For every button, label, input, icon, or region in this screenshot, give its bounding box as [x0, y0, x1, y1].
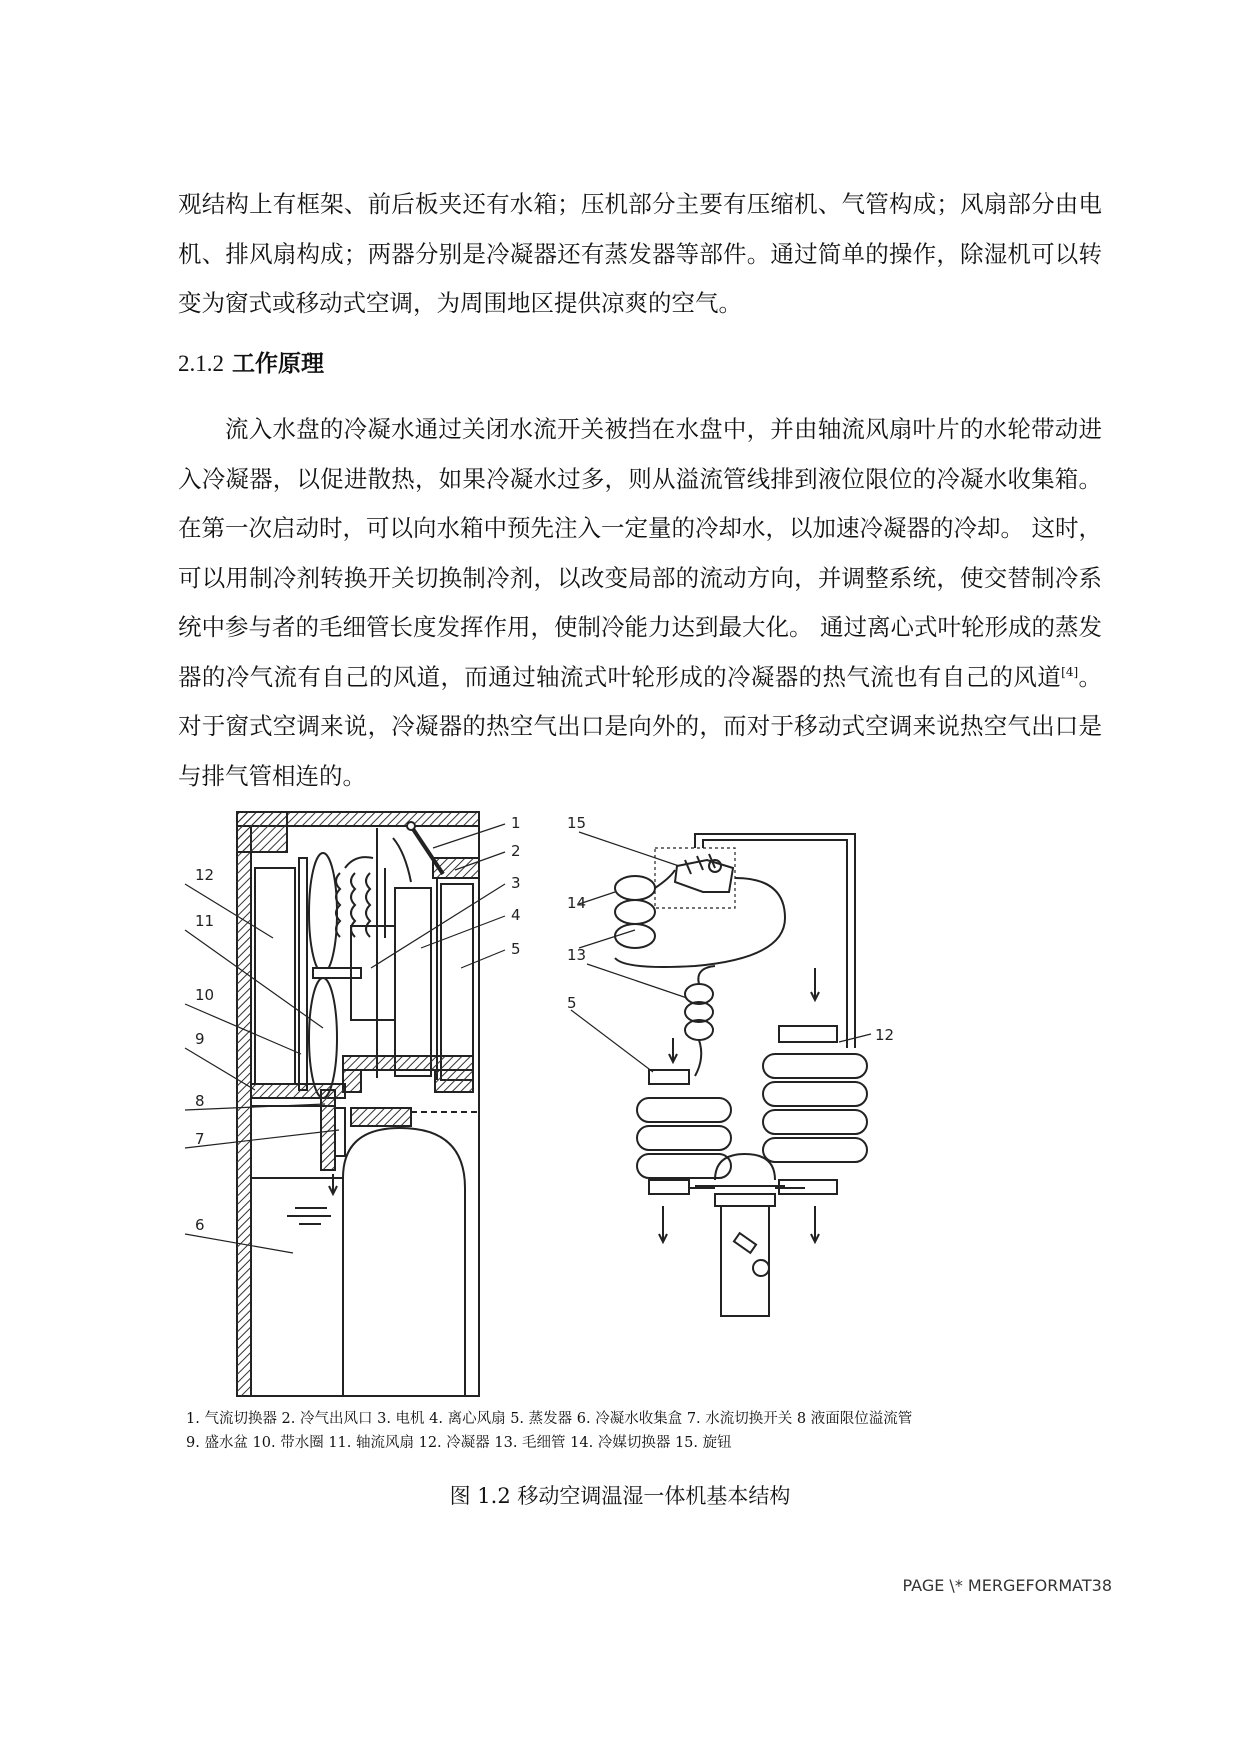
paragraph-2-text-a: 流入水盘的冷凝水通过关闭水流开关被挡在水盘中，并由轴流风扇叶片的水轮带动进入冷凝器，以促进散热，如果冷凝水过多，则从溢流管线排到液位限位的冷凝水收集箱。 在第一次启动时，可以向水箱中预先注入一定量的冷却水，以加速冷凝器的冷却。 这时，可以用制冷剂转换开关切换制冷剂，以改变局部的流动方向，并调整系统，使交替制冷系统中参与者的毛细管长度发挥作用，使制冷能力达到最大化。 通过离心式叶轮形成的蒸发器的冷气流有自己的风道，而通过轴流式叶轮形成的冷凝器的热气流也有自己的风道	[178, 415, 1103, 691]
label-l1: 1	[511, 814, 521, 832]
right-refrigerant-diagram	[615, 834, 867, 1316]
label-l3: 3	[511, 874, 521, 892]
label-l5: 5	[511, 940, 521, 958]
legend-line-2: 9. 盛水盆 10. 带水圈 11. 轴流风扇 12. 冷凝器 13. 毛细管 14. 冷媒切换器 15. 旋钮	[186, 1435, 732, 1451]
right-labels	[567, 814, 894, 1044]
label-l7: 7	[195, 1130, 205, 1148]
page-footer: PAGE \* MERGEFORMAT38	[902, 1576, 1112, 1595]
figure-caption: 图 1.2 移动空调温湿一体机基本结构	[449, 1484, 791, 1508]
section-number: 2.1.2	[178, 351, 224, 376]
body-paragraph-1: 观结构上有框架、前后板夹还有水箱；压机部分主要有压缩机、气管构成；风扇部分由电机、排风扇构成；两器分别是冷凝器还有蒸发器等部件。通过简单的操作，除湿机可以转变为窗式或移动式空调，为周围地区提供凉爽的空气。	[178, 190, 1102, 317]
figure-structure-diagram	[175, 808, 1045, 1408]
legend-line-1: 1. 气流切换器 2. 冷气出风口 3. 电机 4. 离心风扇 5. 蒸发器 6. 冷凝水收集盒 7. 水流切换开关 8 液面限位溢流管	[186, 1411, 913, 1427]
label-l2: 2	[511, 842, 521, 860]
body-paragraph-2	[178, 405, 1102, 801]
label-l11: 11	[195, 912, 215, 930]
label-r14: 14	[567, 894, 587, 912]
label-l8: 8	[195, 1092, 205, 1110]
label-l6: 6	[195, 1216, 205, 1234]
figure-legend	[186, 1407, 912, 1455]
label-l9: 9	[195, 1030, 205, 1048]
structure-diagram-svg	[175, 808, 1045, 1408]
left-leader-lines	[185, 824, 505, 1253]
section-title: 工作原理	[232, 350, 325, 377]
label-l4: 4	[511, 906, 521, 924]
section-heading	[178, 345, 324, 378]
paragraph-2-text-b: 。 对于窗式空调来说，冷凝器的热空气出口是向外的，而对于移动式空调来说热空气出口是与排气管相连的。	[178, 662, 1103, 790]
label-r5: 5	[567, 994, 577, 1012]
left-cross-section	[237, 812, 479, 1396]
citation-ref: [4]	[1061, 664, 1079, 679]
label-r13: 13	[567, 946, 587, 964]
label-r15: 15	[567, 814, 587, 832]
label-l12: 12	[195, 866, 215, 884]
label-l10: 10	[195, 986, 215, 1004]
label-r12: 12	[875, 1026, 895, 1044]
